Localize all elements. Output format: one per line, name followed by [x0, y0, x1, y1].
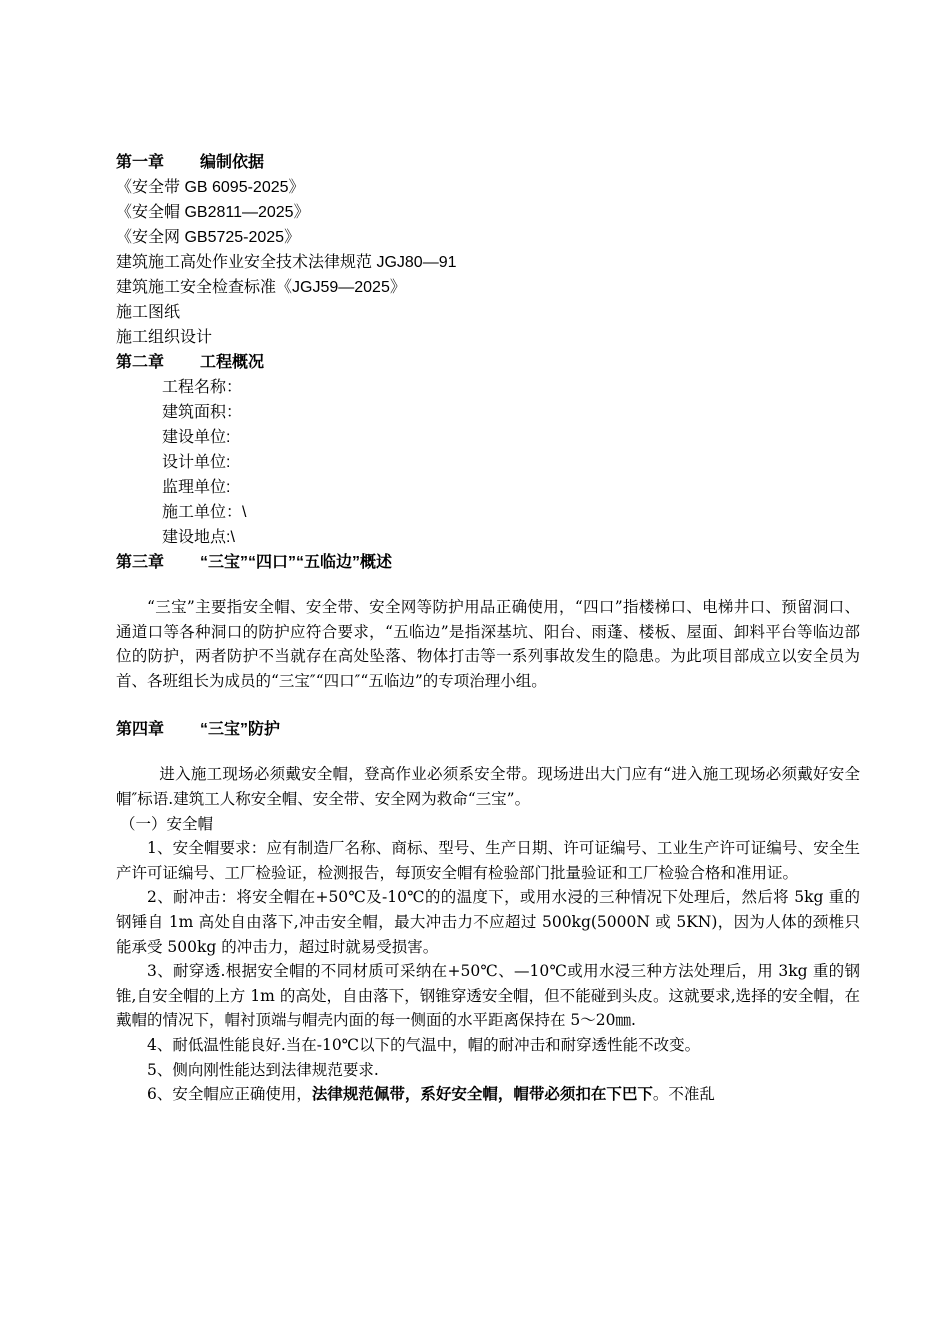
reference-item: 《安全帽 GB2811—2025》 [116, 204, 310, 221]
project-field: 设计单位: [162, 454, 231, 471]
chapter3-heading [116, 550, 860, 575]
item6-text-end: 。不准乱 [652, 1085, 715, 1104]
chapter1-title: 编制依据 [200, 154, 265, 171]
helmet-requirement-item: 1、安全帽要求：应有制造厂名称、商标、型号、生产日期、许可证编号、工业生产许可证编号、安全生产许可证编号、工厂检验证，检测报告，每顶安全帽有检验部门批量验证和工厂检验合格和准用证。 [116, 839, 860, 882]
reference-item: 《安全网 GB5725-2025》 [116, 229, 301, 246]
chapter3-number: 第三章 [116, 554, 165, 571]
item6-text-start: 6、安全帽应正确使用， [147, 1085, 312, 1104]
overview-paragraph: “三宝”主要指安全帽、安全带、安全网等防护用品正确使用，“四口”指楼梯口、电梯井口、预留洞口、通道口等各种洞口的防护应符合要求，“五临边”是指深基坑、阳台、雨蓬、楼板、屋面、卸料平台等临边部位的防护，两者防护不当就存在高处坠落、物体打击等一系列事故发生的隐患。为此项目部成立以安全员为首、各班组长为成员的“三宝″“四口″“五临边”的专项治理小组。 [116, 598, 860, 690]
protection-intro-paragraph: 进入施工现场必须戴安全帽，登高作业必须系安全带。现场进出大门应有“进入施工现场必须戴好安全帽″标语.建筑工人称安全帽、安全带、安全网为救命“三宝”。 [116, 765, 860, 808]
reference-item: 施工组织设计 [116, 329, 213, 346]
chapter4-number: 第四章 [116, 721, 165, 739]
project-field: 建设单位: [162, 429, 231, 446]
chapter4-title: “三宝”防护 [200, 721, 281, 739]
chapter2-title: 工程概况 [200, 354, 265, 371]
reference-item: 建筑施工安全检查标准《JGJ59—2025》 [116, 279, 406, 296]
helmet-requirement-item [116, 1082, 860, 1107]
helmet-section-title: （一）安全帽 [120, 814, 214, 833]
chapter2-heading [116, 350, 860, 375]
project-field: 建设地点:\ [162, 529, 235, 546]
item6-text-bold: 法律规范佩带，系好安全帽，帽带必须扣在下巴下 [311, 1084, 653, 1104]
helmet-requirement-item: 3、耐穿透.根据安全帽的不同材质可采纳在+50℃、—10℃或用水浸三种方法处理后，用 3kg 重的钢锥,自安全帽的上方 1m 的高处，自由落下，钢锥穿透安全帽，但不能碰到头皮。这就要求,选择的安全帽，在戴帽的情况下，帽衬顶端与帽壳内面的每一侧面的水平距离保持在 5～20㎜. [116, 962, 860, 1030]
chapter4-heading [116, 717, 860, 742]
project-field: 建筑面积： [162, 404, 243, 421]
project-field: 工程名称： [162, 379, 243, 396]
reference-item: 《安全带 GB 6095-2025》 [116, 179, 305, 196]
reference-item: 施工图纸 [116, 304, 181, 321]
chapter3-title: “三宝”“四口”“五临边”概述 [200, 554, 393, 571]
helmet-requirement-item: 4、耐低温性能良好.当在-10℃以下的气温中，帽的耐冲击和耐穿透性能不改变。 [147, 1035, 701, 1054]
document-body [116, 150, 860, 1107]
chapter2-number: 第二章 [116, 354, 165, 371]
chapter1-heading [116, 150, 860, 175]
helmet-requirement-item: 5、侧向刚性能达到法律规范要求. [147, 1060, 379, 1079]
reference-item: 建筑施工高处作业安全技术法律规范 JGJ80—91 [116, 254, 457, 271]
helmet-requirement-item: 2、耐冲击：将安全帽在+50℃及-10℃的的温度下，或用水浸的三种情况下处理后，然后将 5kg 重的钢锤自 1m 高处自由落下,冲击安全帽，最大冲击力不应超过 500kg(5000N 或 5KN)，因为人体的颈椎只能承受 500kg 的冲击力，超过时就易受损害。 [116, 888, 860, 956]
project-field: 施工单位：\ [162, 504, 247, 521]
chapter1-number: 第一章 [116, 154, 165, 171]
project-field: 监理单位: [162, 479, 231, 496]
